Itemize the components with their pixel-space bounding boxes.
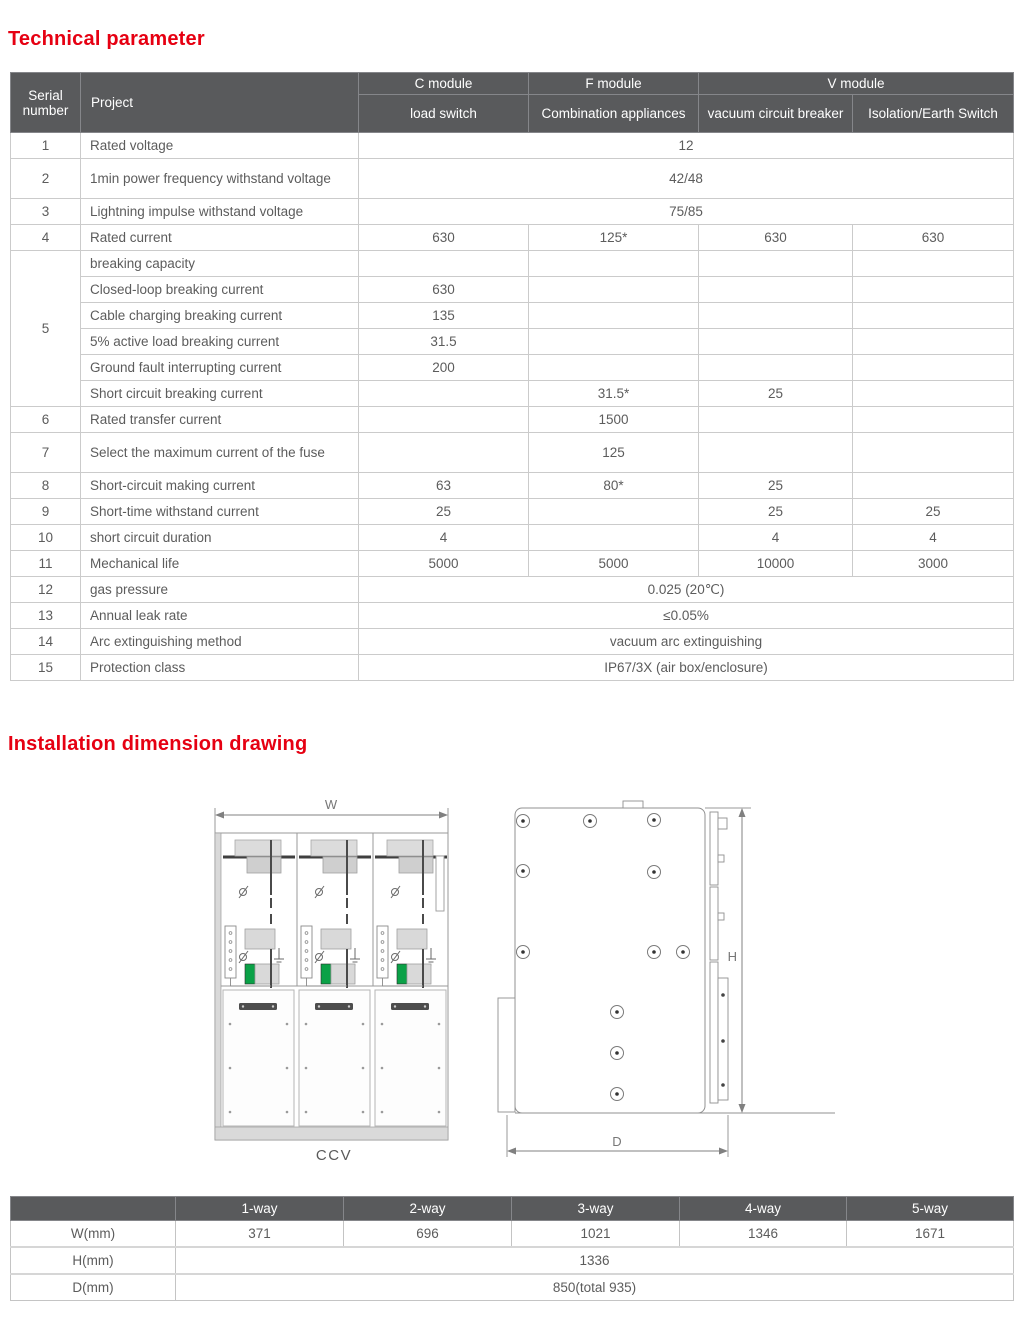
col-header-project: Project <box>81 73 359 133</box>
cell-value: 1671 <box>847 1221 1014 1248</box>
cell-serial: 9 <box>11 499 81 525</box>
cell-value: 25 <box>699 381 853 407</box>
table-row <box>11 1274 1014 1301</box>
cell-value <box>359 433 529 473</box>
table-row <box>11 525 1014 551</box>
col-subheader-vcb: vacuum circuit breaker <box>699 95 853 133</box>
cell-value <box>529 499 699 525</box>
side-view-drawing <box>495 795 840 1175</box>
section-title-installation-dimension: Installation dimension drawing <box>8 733 308 755</box>
cell-value: 696 <box>344 1221 512 1248</box>
cell-value <box>359 251 529 277</box>
cell-value <box>359 407 529 433</box>
cell-project: Annual leak rate <box>81 603 359 629</box>
table-row <box>11 629 1014 655</box>
cell-project: Short-circuit making current <box>81 473 359 499</box>
cell-value <box>853 407 1014 433</box>
cell-serial: 4 <box>11 225 81 251</box>
table-header-row <box>11 73 1014 95</box>
col-header-5way: 5-way <box>847 1197 1014 1221</box>
table-row <box>11 603 1014 629</box>
col-subheader-load-switch: load switch <box>359 95 529 133</box>
cell-value: 5000 <box>359 551 529 577</box>
cell-project: breaking capacity <box>81 251 359 277</box>
cell-value-span: IP67/3X (air box/enclosure) <box>359 655 1014 681</box>
cell-serial: 15 <box>11 655 81 681</box>
cell-value <box>699 407 853 433</box>
col-header-3way: 3-way <box>512 1197 680 1221</box>
col-header-1way: 1-way <box>176 1197 344 1221</box>
height-dimension-label: H <box>727 949 737 964</box>
cell-value: 125* <box>529 225 699 251</box>
cell-value: 10000 <box>699 551 853 577</box>
cell-value <box>529 303 699 329</box>
table-row <box>11 199 1014 225</box>
cell-value: 630 <box>853 225 1014 251</box>
cell-serial: 5 <box>11 251 81 407</box>
cell-value <box>853 303 1014 329</box>
cell-serial: 2 <box>11 159 81 199</box>
cell-value <box>853 329 1014 355</box>
dimension-table <box>10 1196 1014 1301</box>
table-row <box>11 473 1014 499</box>
cell-value: 4 <box>853 525 1014 551</box>
cell-value <box>853 251 1014 277</box>
col-header-v-module: V module <box>699 73 1014 95</box>
cell-project: Mechanical life <box>81 551 359 577</box>
cell-value: 25 <box>853 499 1014 525</box>
cell-value <box>359 381 529 407</box>
cell-project: Cable charging breaking current <box>81 303 359 329</box>
table-row <box>11 329 1014 355</box>
cell-value: 5000 <box>529 551 699 577</box>
cell-value <box>699 251 853 277</box>
table-row <box>11 303 1014 329</box>
cell-serial: 10 <box>11 525 81 551</box>
cell-value: 1500 <box>529 407 699 433</box>
cell-serial: 1 <box>11 133 81 159</box>
cell-value: 1346 <box>680 1221 847 1248</box>
cell-value: 25 <box>699 499 853 525</box>
table-row <box>11 381 1014 407</box>
table-row <box>11 277 1014 303</box>
cell-value <box>699 329 853 355</box>
front-view-label: CCV <box>315 1147 353 1164</box>
row-label: W(mm) <box>11 1221 176 1248</box>
cell-value: 80* <box>529 473 699 499</box>
cell-value: 31.5 <box>359 329 529 355</box>
cell-serial: 3 <box>11 199 81 225</box>
technical-parameter-table <box>10 72 1014 681</box>
cell-value: 1021 <box>512 1221 680 1248</box>
cell-value <box>699 433 853 473</box>
col-header-4way: 4-way <box>680 1197 847 1221</box>
table-row <box>11 225 1014 251</box>
cell-value: 25 <box>699 473 853 499</box>
col-subheader-isolation: Isolation/Earth Switch <box>853 95 1014 133</box>
cell-project: Select the maximum current of the fuse <box>81 433 359 473</box>
cell-value <box>853 355 1014 381</box>
cell-value <box>853 433 1014 473</box>
cell-value <box>529 355 699 381</box>
cell-value: 371 <box>176 1221 344 1248</box>
col-header-f-module: F module <box>529 73 699 95</box>
cell-project: Ground fault interrupting current <box>81 355 359 381</box>
cell-project: gas pressure <box>81 577 359 603</box>
cell-project: 1min power frequency withstand voltage <box>81 159 359 199</box>
table-row <box>11 251 1014 277</box>
col-header-blank <box>11 1197 176 1221</box>
cell-project: Rated transfer current <box>81 407 359 433</box>
dimension-header-row <box>11 1197 1014 1221</box>
table-row <box>11 1247 1014 1274</box>
cell-serial: 6 <box>11 407 81 433</box>
cell-value: 125 <box>529 433 699 473</box>
cell-value: 630 <box>359 225 529 251</box>
col-header-serial: Serial number <box>11 73 81 133</box>
table-row <box>11 1221 1014 1248</box>
cell-value: 630 <box>699 225 853 251</box>
table-row <box>11 133 1014 159</box>
cell-value <box>529 277 699 303</box>
cell-value: 31.5* <box>529 381 699 407</box>
cell-serial: 14 <box>11 629 81 655</box>
cell-project: Rated voltage <box>81 133 359 159</box>
cell-value <box>853 381 1014 407</box>
cell-project: short circuit duration <box>81 525 359 551</box>
cell-value <box>699 355 853 381</box>
cell-value-span: vacuum arc extinguishing <box>359 629 1014 655</box>
cell-project: Lightning impulse withstand voltage <box>81 199 359 225</box>
table-row <box>11 407 1014 433</box>
front-view-drawing <box>210 796 460 1171</box>
depth-dimension-label: D <box>612 1134 622 1149</box>
cell-value: 63 <box>359 473 529 499</box>
cell-project: 5% active load breaking current <box>81 329 359 355</box>
cell-project: Rated current <box>81 225 359 251</box>
width-dimension-label: W <box>324 797 338 812</box>
cell-serial: 11 <box>11 551 81 577</box>
cell-value <box>699 277 853 303</box>
cell-value-span: 0.025 (20℃) <box>359 577 1014 603</box>
cell-project: Short-time withstand current <box>81 499 359 525</box>
table-row <box>11 655 1014 681</box>
table-row <box>11 577 1014 603</box>
cell-value: 4 <box>359 525 529 551</box>
table-row <box>11 159 1014 199</box>
cell-value-span: 75/85 <box>359 199 1014 225</box>
cell-project: Arc extinguishing method <box>81 629 359 655</box>
cell-value: 135 <box>359 303 529 329</box>
col-header-c-module: C module <box>359 73 529 95</box>
table-row <box>11 499 1014 525</box>
cell-value <box>853 277 1014 303</box>
cell-value: 3000 <box>853 551 1014 577</box>
cell-value <box>699 303 853 329</box>
cell-project: Short circuit breaking current <box>81 381 359 407</box>
row-label: D(mm) <box>11 1274 176 1301</box>
cell-value-span: 12 <box>359 133 1014 159</box>
cell-serial: 8 <box>11 473 81 499</box>
col-subheader-combination: Combination appliances <box>529 95 699 133</box>
cell-value: 4 <box>699 525 853 551</box>
cell-project: Protection class <box>81 655 359 681</box>
cell-value-span: 1336 <box>176 1247 1014 1274</box>
cell-project: Closed-loop breaking current <box>81 277 359 303</box>
row-label: H(mm) <box>11 1247 176 1274</box>
table-row <box>11 551 1014 577</box>
table-row <box>11 433 1014 473</box>
cell-value: 200 <box>359 355 529 381</box>
cell-value: 25 <box>359 499 529 525</box>
cell-value <box>853 473 1014 499</box>
table-row <box>11 355 1014 381</box>
cell-value <box>529 251 699 277</box>
cell-value-span: 42/48 <box>359 159 1014 199</box>
cell-value-span: ≤0.05% <box>359 603 1014 629</box>
cell-serial: 12 <box>11 577 81 603</box>
cell-serial: 13 <box>11 603 81 629</box>
cell-serial: 7 <box>11 433 81 473</box>
section-title-technical-parameter: Technical parameter <box>8 28 205 50</box>
cell-value <box>529 329 699 355</box>
cell-value <box>529 525 699 551</box>
cell-value-span: 850(total 935) <box>176 1274 1014 1301</box>
cell-value: 630 <box>359 277 529 303</box>
col-header-2way: 2-way <box>344 1197 512 1221</box>
